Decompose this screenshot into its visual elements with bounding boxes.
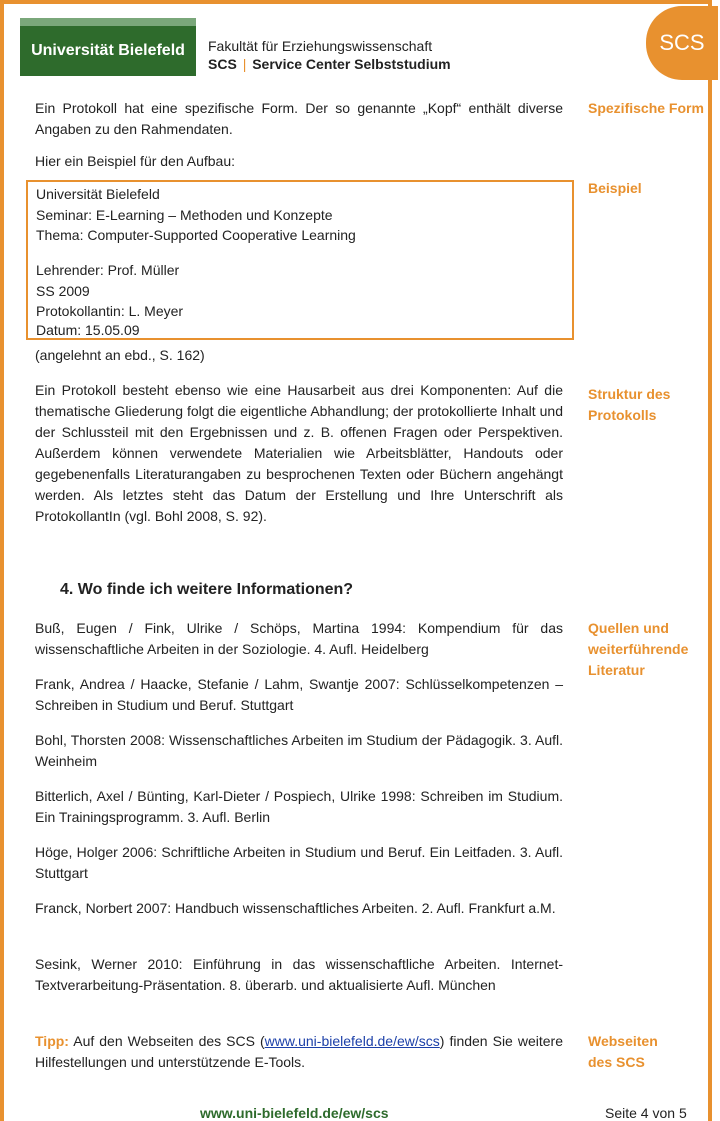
scs-badge <box>646 6 718 80</box>
protocol-header-example <box>26 180 574 340</box>
example-intro: Hier ein Beispiel für den Aufbau: <box>35 153 236 169</box>
intro-paragraph: Ein Protokoll hat eine spezifische Form. Der so genannte „Kopf“ enthält diverse Angaben zu den Rahmendaten. <box>35 100 563 137</box>
example-line: Thema: Computer-Supported Cooperative Learning <box>36 227 356 243</box>
example-line: SS 2009 <box>36 283 90 299</box>
sidebar-label-sources <box>588 618 712 681</box>
sidebar-label-line: Literatur <box>588 662 645 678</box>
sidebar-label-line: Quellen und <box>588 620 669 636</box>
sidebar-label-form: Spezifische Form <box>588 100 704 116</box>
reference-item: Buß, Eugen / Fink, Ulrike / Schöps, Martina 1994: Kompendium für das wissenschaftliche Arbeiten in der Soziologie. 4. Aufl. Heidelberg <box>35 620 563 657</box>
center-abbr: SCS <box>208 56 237 72</box>
reference-item: Höge, Holger 2006: Schriftliche Arbeiten in Studium und Beruf. Ein Leitfaden. 3. Aufl. Stuttgart <box>35 844 563 881</box>
reference-item: Franck, Norbert 2007: Handbuch wissenschaftliches Arbeiten. 2. Aufl. Frankfurt a.M. <box>35 900 556 916</box>
sidebar-label-websites <box>588 1031 712 1073</box>
tip-paragraph <box>35 1031 563 1073</box>
example-source: (angelehnt an ebd., S. 162) <box>35 347 205 363</box>
scs-website-link[interactable]: www.uni-bielefeld.de/ew/scs <box>264 1033 440 1049</box>
example-line: Datum: 15.05.09 <box>36 322 140 338</box>
example-line: Seminar: E-Learning – Methoden und Konzepte <box>36 207 333 223</box>
logo-text: Universität Bielefeld <box>31 42 185 59</box>
tip-text-before: Auf den Webseiten des SCS ( <box>73 1033 265 1049</box>
example-line: Protokollantin: L. Meyer <box>36 303 184 319</box>
example-line: Universität Bielefeld <box>36 186 160 202</box>
sidebar-label-line: Webseiten <box>588 1033 658 1049</box>
sidebar-label-example: Beispiel <box>588 180 642 196</box>
sidebar-label-line: Struktur des <box>588 386 671 402</box>
structure-paragraph: Ein Protokoll besteht ebenso wie eine Hausarbeit aus drei Komponenten: Auf die thematische Gliederung folgt die eigentliche Abhandlung; der protokollierte Inhalt und der Schlussteil mit den Ergebnissen und z. B. offenen Fragen oder Perspektiven. Außerdem können verwendete Materialien wie Arbeitsblätter, Handouts oder gegebenenfalls Literaturangaben zu besprochenen Texten oder Büchern angehängt werden. Als letztes steht das Datum der Erstellung und Ihre Unterschrift als ProtokollantIn (vgl. Bohl 2008, S. 92). <box>35 382 563 524</box>
reference-item: Bohl, Thorsten 2008: Wissenschaftliches Arbeiten im Studium der Pädagogik. 3. Aufl. Weinheim <box>35 732 563 769</box>
example-line: Lehrender: Prof. Müller <box>36 262 180 278</box>
sidebar-label-line: weiterführende <box>588 641 689 657</box>
center-title <box>208 56 451 72</box>
reference-item: Frank, Andrea / Haacke, Stefanie / Lahm, Swantje 2007: Schlüsselkompetenzen – Schreiben in Studium und Beruf. Stuttgart <box>35 676 563 713</box>
center-separator: | <box>242 56 247 72</box>
reference-item: Bitterlich, Axel / Bünting, Karl-Dieter / Pospiech, Ulrike 1998: Schreiben im Studium. Ein Trainingsprogramm. 3. Aufl. Berlin <box>35 788 563 825</box>
section-heading: 4. Wo finde ich weitere Informationen? <box>60 581 354 598</box>
tip-text-after: ) finden Sie weitere Hilfestellungen und unterstützende E-Tools. <box>35 1033 564 1070</box>
sidebar-label-structure <box>588 384 712 426</box>
sidebar-label-line: Protokolls <box>588 407 657 423</box>
center-name: Service Center Selbststudium <box>252 56 451 72</box>
sidebar-label-line: des SCS <box>588 1054 645 1070</box>
footer-url[interactable]: www.uni-bielefeld.de/ew/scs <box>200 1105 389 1121</box>
tip-label: Tipp: <box>35 1033 69 1049</box>
university-logo <box>20 26 196 76</box>
reference-item: Sesink, Werner 2010: Einführung in das wissenschaftliche Arbeiten. Internet-Textverarbeitung-Präsentation. 8. überarb. und aktualisierte Aufl. München <box>35 956 563 993</box>
faculty-name: Fakultät für Erziehungswissenschaft <box>208 38 433 54</box>
scs-badge-text: SCS <box>659 30 705 55</box>
page-number: Seite 4 von 5 <box>605 1105 687 1121</box>
